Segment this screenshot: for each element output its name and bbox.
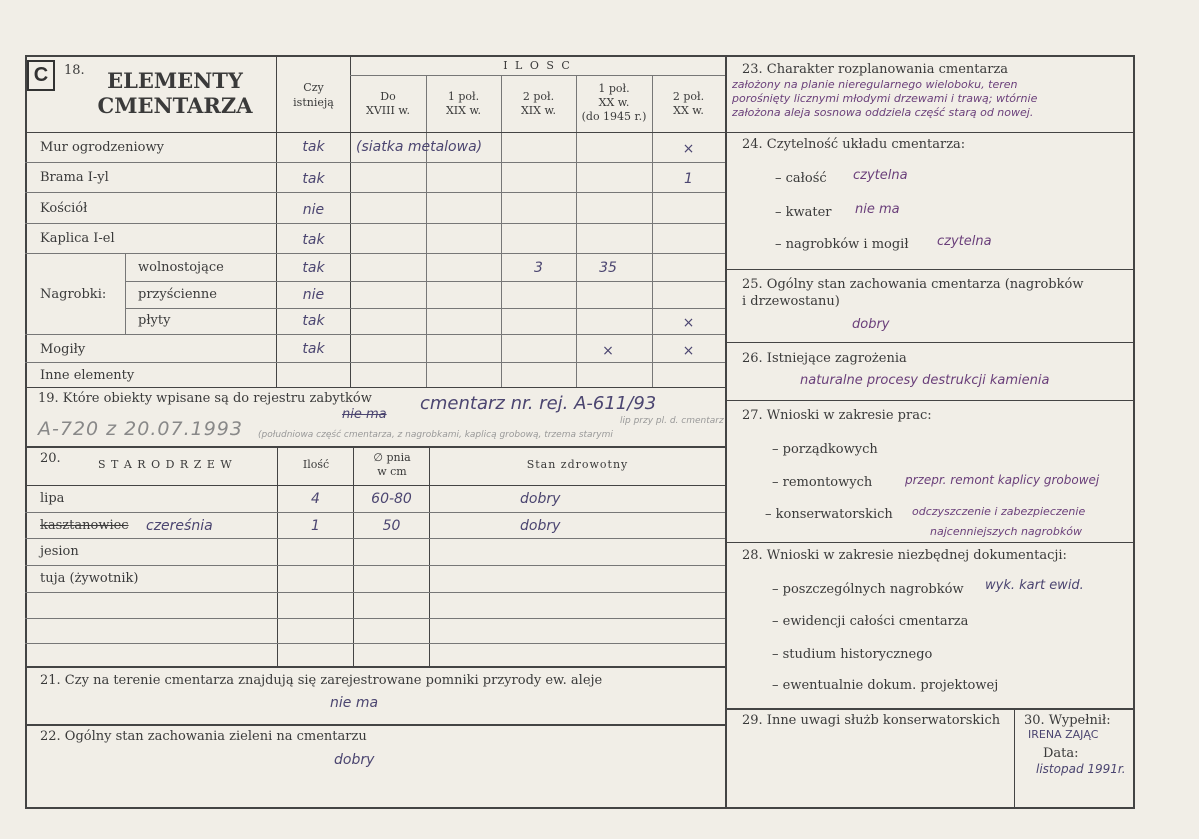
q30-date: listopad 1991r.: [1036, 762, 1126, 776]
cell-value: ×: [682, 141, 695, 157]
row-label: Kaplica I-el: [40, 231, 115, 246]
q30-name: IRENA ZAJĄC: [1028, 728, 1099, 741]
cell-value: 1: [684, 171, 693, 187]
period-col-4: 1 poł. XX w. (do 1945 r.): [581, 82, 647, 123]
row-label: przyścienne: [138, 287, 217, 302]
cell-value: ×: [682, 315, 695, 331]
q27-item-label: – porządkowych: [772, 442, 878, 457]
exists-value: tak: [302, 260, 325, 276]
period-col-2: 1 poł. XIX w.: [445, 90, 482, 117]
q24-item-value: czytelna: [853, 168, 908, 183]
q28-label: 28. Wnioski w zakresie niezbędnej dokumentacji:: [742, 548, 1067, 563]
tree-health: dobry: [520, 518, 561, 534]
tree-name: lipa: [40, 491, 65, 506]
tree-name: kasztanowiec: [40, 518, 129, 533]
title-line-2: CMENTARZA: [97, 93, 253, 118]
q30-date-label: Data:: [1043, 746, 1079, 761]
q19-pencil-top: lip przy pl. d. cmentarz: [620, 416, 724, 426]
q24-item-label: – nagrobków i mogił: [775, 237, 909, 252]
q24-label: 24. Czytelność układu cmentarza:: [742, 137, 966, 152]
q21-answer: nie ma: [330, 695, 379, 711]
q19-pencil-main: A-720 z 20.07.1993: [38, 418, 243, 440]
q27-item-value: odczyszczenie i zabezpieczenie: [912, 505, 1086, 518]
q19-label: 19. Które obiekty wpisane są do rejestru zabytków: [38, 391, 372, 406]
q26-answer: naturalne procesy destrukcji kamienia: [800, 373, 1050, 388]
exists-value: tak: [302, 232, 325, 248]
q27-item-value: przepr. remont kaplicy grobowej: [905, 473, 1100, 487]
q22-label: 22. Ogólny stan zachowania zieleni na cmentarzu: [40, 729, 367, 744]
tree-name: tuja (żywotnik): [40, 571, 139, 586]
nagrobki-label: Nagrobki:: [40, 287, 107, 302]
row-label: Kościół: [40, 201, 88, 216]
tree-diameter: 60-80: [371, 491, 412, 507]
q29-label: 29. Inne uwagi służb konserwatorskich: [742, 713, 1001, 728]
starodrzew-col-stan: Stan zdrowotny: [526, 458, 629, 471]
tree-health: dobry: [520, 491, 561, 507]
cell-value: ×: [682, 343, 695, 359]
title-line-1: ELEMENTY: [107, 68, 243, 93]
tree-name: jesion: [40, 544, 79, 559]
period-col-3: 2 poł. XIX w.: [520, 90, 557, 117]
exists-value: nie: [302, 287, 325, 303]
q28-item-value: wyk. kart ewid.: [985, 578, 1084, 593]
q23-label: 23. Charakter rozplanowania cmentarza: [742, 62, 1009, 77]
tree-diameter: 50: [382, 518, 401, 534]
exists-value: tak: [302, 341, 325, 357]
row-note: (siatka metalowa): [356, 139, 483, 155]
q22-answer: dobry: [334, 752, 375, 768]
section-number: 18.: [64, 63, 85, 78]
starodrzew-col-ilosc: Ilość: [302, 458, 330, 471]
q30-label: 30. Wypełnił:: [1024, 713, 1111, 728]
q24-item-label: – całość: [775, 171, 827, 186]
q25-answer: dobry: [852, 317, 890, 332]
exists-value: tak: [302, 313, 325, 329]
exists-column-header: Czy istnieją: [293, 81, 334, 109]
cell-value: ×: [602, 343, 614, 359]
section-letter-box: C: [27, 60, 55, 91]
quantity-header: I L O S C: [503, 59, 572, 72]
q28-item-label: – studium historycznego: [772, 647, 933, 662]
row-label: Brama I-yl: [40, 170, 109, 185]
q28-item-label: – ewidencji całości cmentarza: [772, 614, 969, 629]
period-col-5: 2 poł. XX w.: [672, 90, 705, 117]
period-col-1: Do XVIII w.: [366, 90, 410, 117]
q27-item-value-2: najcenniejszych nagrobków: [930, 525, 1082, 538]
exists-value: tak: [302, 139, 325, 155]
q28-item-label: – ewentualnie dokum. projektowej: [772, 678, 999, 693]
q27-item-label: – konserwatorskich: [765, 507, 893, 522]
row-label: płyty: [138, 313, 171, 328]
starodrzew-title: S T A R O D R Z E W: [98, 458, 233, 471]
exists-value: tak: [302, 171, 325, 187]
row-label: Mur ogrodzeniowy: [40, 140, 164, 155]
q23-answer: założony na planie nieregularnego wieloboku, teren porośnięty licznymi młodymi drzewami i trawą; wtórnie założona aleja sosnowa oddziela część starą od nowej.: [732, 78, 1038, 119]
tree-count: 4: [311, 491, 320, 507]
q19-struck: nie ma: [342, 407, 387, 422]
row-label: Mogiły: [40, 342, 86, 357]
q24-item-value: nie ma: [855, 202, 900, 217]
row-label: Inne elementy: [40, 368, 135, 383]
q28-item-label: – poszczególnych nagrobków: [772, 582, 964, 597]
q24-item-label: – kwater: [775, 205, 832, 220]
q20-number: 20.: [40, 451, 61, 466]
q21-label: 21. Czy na terenie cmentarza znajdują się zarejestrowane pomniki przyrody ew. aleje: [40, 673, 603, 688]
cell-value: 35: [599, 260, 617, 276]
tree-count: 1: [311, 518, 320, 534]
section-title: [75, 68, 275, 118]
tree-name-correction: czereśnia: [146, 518, 213, 534]
q19-pencil-note: (południowa część cmentarza, z nagrobkami, kaplicą grobową, trzema starymi: [258, 430, 613, 440]
starodrzew-col-pnia: ∅ pnia w cm: [373, 451, 411, 478]
exists-value: nie: [302, 202, 325, 218]
q25-label: 25. Ogólny stan zachowania cmentarza (nagrobków i drzewostanu): [742, 277, 1084, 309]
row-label: wolnostojące: [138, 260, 224, 275]
q27-item-label: – remontowych: [772, 475, 873, 490]
q19-answer: cmentarz nr. rej. A-611/93: [420, 393, 657, 414]
q26-label: 26. Istniejące zagrożenia: [742, 351, 907, 366]
q27-label: 27. Wnioski w zakresie prac:: [742, 408, 932, 423]
cell-value: 3: [534, 260, 543, 276]
q24-item-value: czytelna: [937, 234, 992, 249]
